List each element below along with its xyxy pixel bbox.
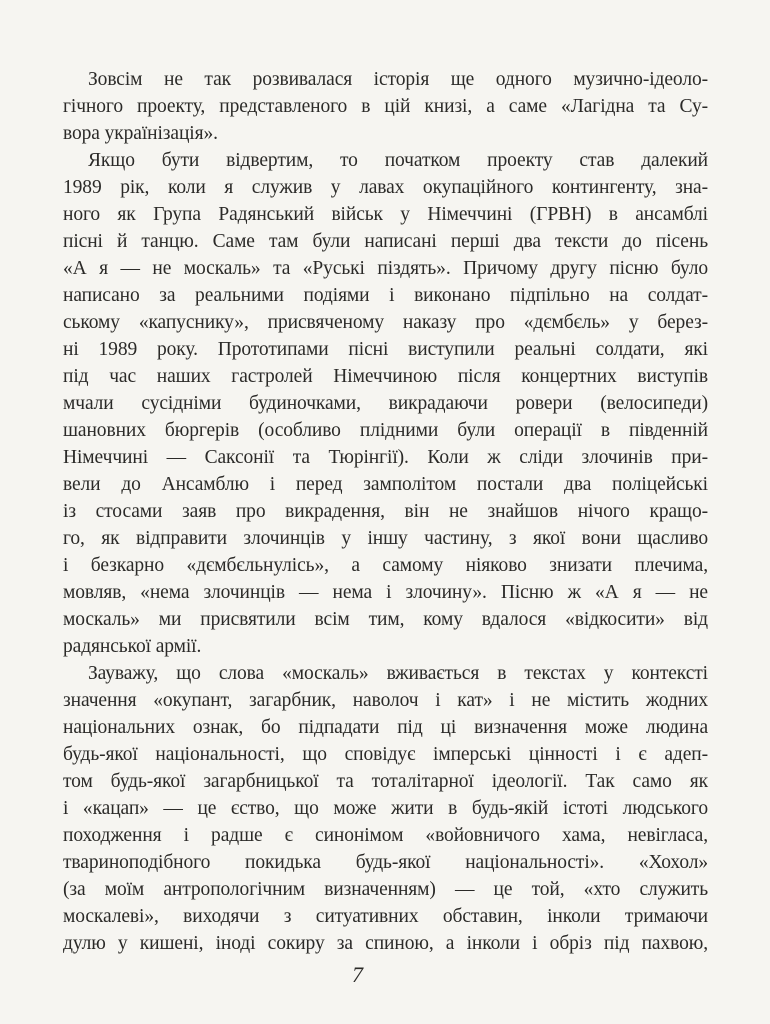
text-line: шановних бюргерів (особливо плідними були операції в південній	[63, 420, 708, 441]
text-line: (за моїм антропологічним визначенням) — це той, «хто служить	[63, 879, 708, 900]
text-line: пісні й танцю. Саме там були написані перші два тексти до пісень	[63, 231, 708, 252]
paragraph	[63, 660, 708, 957]
text-line: ському «капуснику», присвяченому наказу про «дємбєль» у берез-	[63, 312, 708, 333]
text-line: будь-якої національності, що сповідує імперські цінності і є адеп-	[63, 744, 708, 765]
text-line: гічного проекту, представленого в цій книзі, а саме «Лагідна та Су-	[63, 96, 708, 117]
text-line: мовляв, «нема злочинців — нема і злочину». Пісню ж «А я — не	[63, 582, 708, 603]
text-line: «А я — не москаль» та «Руські піздять». Причому другу пісню було	[63, 258, 708, 279]
text-line: радянської армії.	[63, 636, 202, 657]
text-line: походження і радше є синонімом «войовничого хама, невігласа,	[63, 825, 708, 846]
text-line: тваринoподібного покидька будь-якої національності». «Хохол»	[63, 852, 708, 873]
text-line: національних ознак, бо підпадати під ці визначення може людина	[63, 717, 708, 738]
text-line: го, як відправити злочинців у іншу частину, з якої вони щасливо	[63, 528, 708, 549]
text-line: Німеччині — Саксонії та Тюрінгії). Коли ж сліди злочинів при-	[63, 447, 708, 468]
page-number: 7	[352, 962, 363, 987]
text-line: і безкарно «дємбєльнулісь», а самому ніяково знизати плечима,	[63, 555, 708, 576]
text-line: мчали сусідніми будиночками, викрадаючи ровери (велосипеди)	[63, 393, 708, 414]
paragraph	[63, 66, 708, 147]
text-line: москалеві», виходячи з ситуативних обставин, інколи тримаючи	[63, 906, 708, 927]
page-body-text	[63, 66, 708, 957]
text-line: значення «окупант, загарбник, наволоч і кат» і не містить жодних	[63, 690, 708, 711]
text-line: москаль» ми присвятили всім тим, кому вдалося «відкосити» від	[63, 609, 708, 630]
text-line: том будь-якої загарбницької та тоталітарної ідеології. Так само як	[63, 771, 708, 792]
text-line: під час наших гастролей Німеччиною після концертних виступів	[63, 366, 708, 387]
text-line: ні 1989 року. Прототипами пісні виступили реальні солдати, які	[63, 339, 708, 360]
paragraph	[63, 147, 708, 660]
text-line: дулю у кишені, іноді сокиру за спиною, а інколи і обріз під пахвою,	[63, 933, 708, 954]
text-line: вели до Ансамблю і перед замполітом постали два поліцейські	[63, 474, 708, 495]
text-line: Зовсім не так розвивалася історія ще одного музично-ідеоло-	[88, 69, 708, 90]
text-line: вора українізація».	[63, 123, 218, 144]
text-line: Зауважу, що слова «москаль» вживається в текстах у контексті	[88, 663, 708, 684]
text-line: 1989 рік, коли я служив у лавах окупаційного контингенту, зна-	[63, 177, 708, 198]
text-line: і «кацап» — це єство, що може жити в будь-якій істоті людського	[63, 798, 708, 819]
text-line: із стосами заяв про викрадення, він не знайшов нічого кращо-	[63, 501, 708, 522]
text-line: Якщо бути відвертим, то початком проекту став далекий	[88, 150, 708, 171]
text-line: ного як Група Радянський військ у Німеччині (ГРВН) в ансамблі	[63, 204, 708, 225]
text-line: написано за реальними подіями і виконано підпільно на солдат-	[63, 285, 708, 306]
